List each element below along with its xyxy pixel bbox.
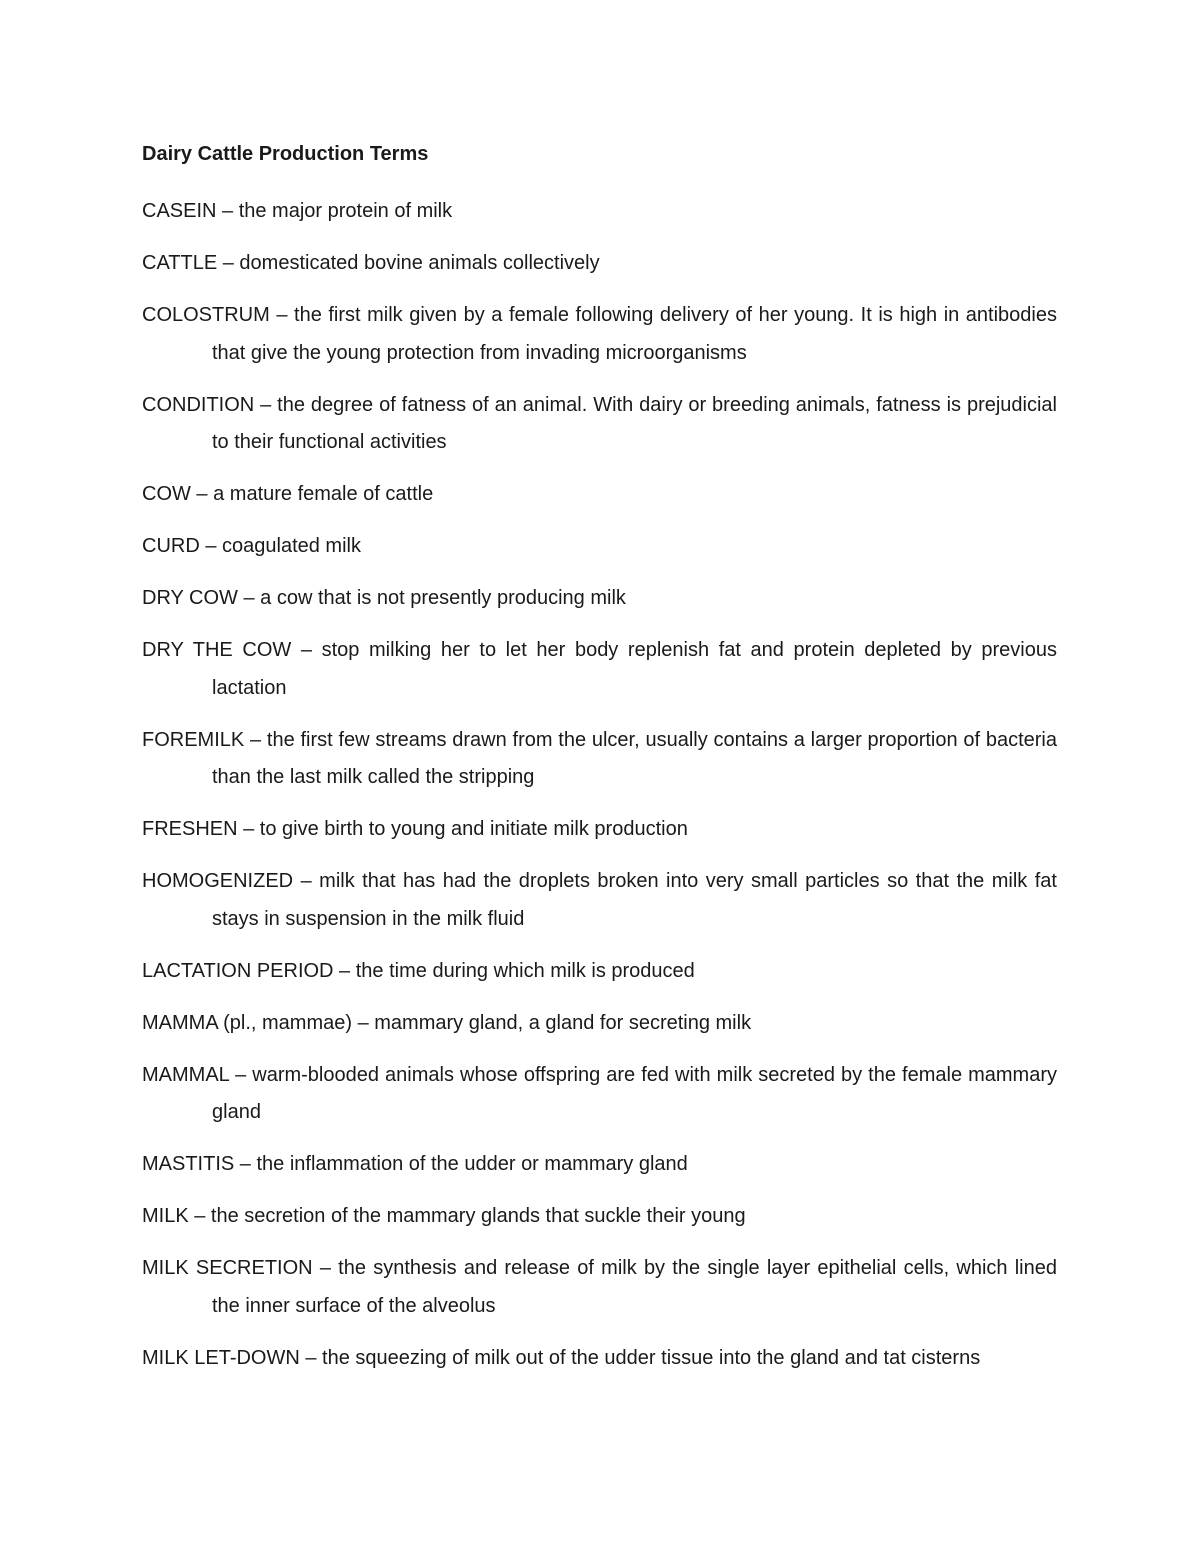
glossary-entry: MAMMA (pl., mammae) – mammary gland, a gland for secreting milk bbox=[142, 1011, 752, 1034]
glossary-entry: CONDITION – the degree of fatness of an animal. With dairy or breeding animals, fatness is prejudicial to their functional activities bbox=[142, 393, 1057, 453]
glossary-entry: DRY THE COW – stop milking her to let her body replenish fat and protein depleted by previous lactation bbox=[142, 639, 1057, 699]
glossary-entry: DRY COW – a cow that is not presently producing milk bbox=[142, 587, 626, 609]
glossary-entry: MILK – the secretion of the mammary glands that suckle their young bbox=[142, 1205, 746, 1227]
glossary-entry: HOMOGENIZED – milk that has had the droplets broken into very small particles so that the milk fat stays in suspension in the milk fluid bbox=[142, 870, 1057, 930]
document-title: Dairy Cattle Production Terms bbox=[142, 143, 429, 165]
glossary-entry: MILK SECRETION – the synthesis and release of milk by the single layer epithelial cells, which lined the inner surface of the alveolus bbox=[142, 1257, 1057, 1317]
glossary-entry: MILK LET-DOWN – the squeezing of milk out of the udder tissue into the gland and tat cisterns bbox=[142, 1346, 981, 1369]
glossary-entry: MASTITIS – the inflammation of the udder or mammary gland bbox=[142, 1153, 688, 1175]
glossary-entry: FRESHEN – to give birth to young and initiate milk production bbox=[142, 818, 688, 840]
glossary-entry: CATTLE – domesticated bovine animals collectively bbox=[142, 252, 600, 274]
glossary-entry: LACTATION PERIOD – the time during which milk is produced bbox=[142, 959, 695, 982]
glossary-entry: CASEIN – the major protein of milk bbox=[142, 200, 453, 222]
glossary-entry: COW – a mature female of cattle bbox=[142, 483, 434, 505]
glossary-entry: COLOSTRUM – the first milk given by a female following delivery of her young. It is high in antibodies that give the young protection from invading microorganisms bbox=[142, 304, 1057, 364]
glossary-list bbox=[142, 193, 1057, 1377]
glossary-entry: FOREMILK – the first few streams drawn from the ulcer, usually contains a larger proportion of bacteria than the last milk called the stripping bbox=[142, 728, 1057, 788]
document-page bbox=[142, 138, 1057, 1392]
glossary-entry: CURD – coagulated milk bbox=[142, 535, 361, 557]
glossary-entry: MAMMAL – warm-blooded animals whose offspring are fed with milk secreted by the female mammary gland bbox=[142, 1063, 1057, 1123]
